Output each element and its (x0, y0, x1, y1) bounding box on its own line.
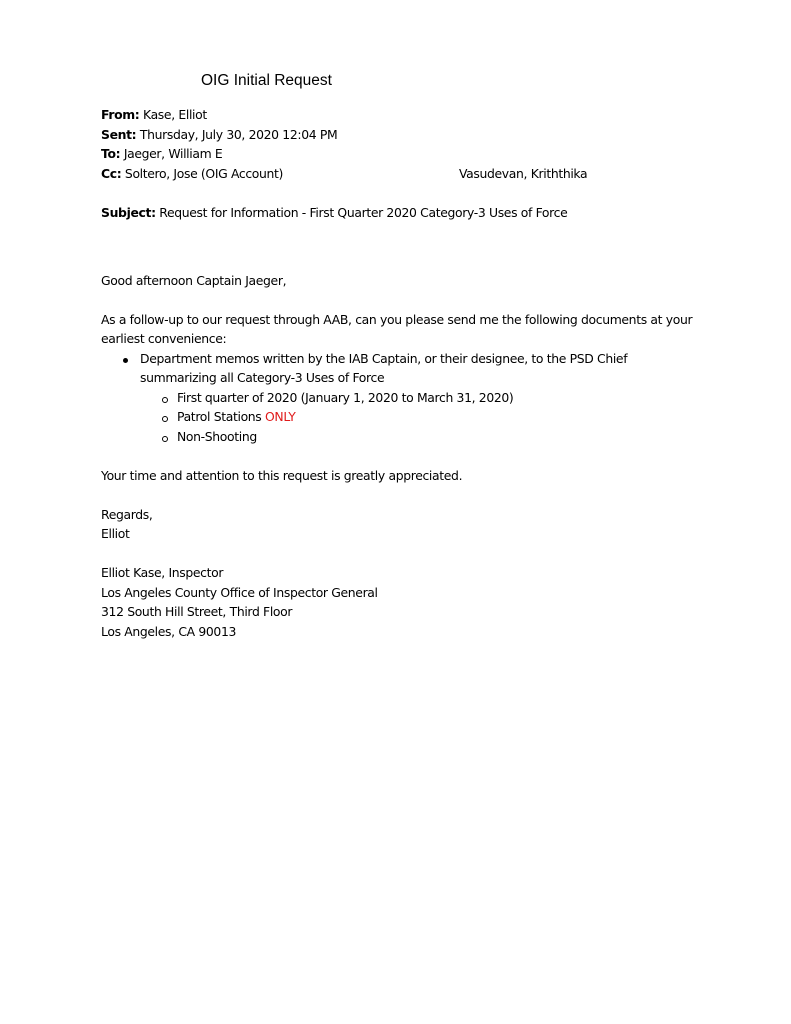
bullet-1-line-1: Department memos written by the IAB Captain, or their designee, to the PSD Chief (140, 351, 628, 366)
cc-value-secondary: Vasudevan, Kriththika (459, 166, 588, 181)
sign-name: Elliot (101, 526, 130, 541)
sent-value: Thursday, July 30, 2020 12:04 PM (136, 127, 338, 142)
signature-organization: Los Angeles County Office of Inspector General (101, 585, 378, 600)
from-line (101, 107, 207, 123)
sub-bullet-circle-icon (162, 397, 168, 403)
cc-line (101, 166, 283, 182)
signature-address-line-1: 312 South Hill Street, Third Floor (101, 604, 293, 619)
from-label: From: (101, 107, 140, 122)
from-value: Kase, Elliot (139, 107, 207, 122)
sub-bullet-3: Non-Shooting (177, 429, 257, 444)
intro-line-1: As a follow-up to our request through AAB, can you please send me the following documents at your (101, 312, 693, 327)
greeting: Good afternoon Captain Jaeger, (101, 273, 287, 288)
subject-line (101, 205, 567, 221)
document-title: OIG Initial Request (201, 72, 332, 89)
sent-line (101, 127, 337, 143)
to-label: To: (101, 146, 121, 161)
to-value: Jaeger, William E (120, 146, 223, 161)
cc-label: Cc: (101, 166, 122, 181)
only-emphasis: ONLY (265, 409, 296, 424)
sub-bullet-2 (177, 409, 295, 425)
signature-address-line-2: Los Angeles, CA 90013 (101, 624, 237, 639)
regards: Regards, (101, 507, 153, 522)
cc-value-primary: Soltero, Jose (OIG Account) (121, 166, 284, 181)
to-line (101, 146, 222, 162)
sub-bullet-2-text: Patrol Stations (177, 409, 265, 424)
sub-bullet-circle-icon (162, 436, 168, 442)
signature-name-title: Elliot Kase, Inspector (101, 565, 224, 580)
sub-bullet-circle-icon (162, 416, 168, 422)
subject-label: Subject: (101, 205, 156, 220)
bullet-disc-icon (123, 358, 128, 363)
intro-line-2: earliest convenience: (101, 331, 227, 346)
closing-line: Your time and attention to this request is greatly appreciated. (101, 468, 463, 483)
subject-value: Request for Information - First Quarter 2020 Category-3 Uses of Force (155, 205, 568, 220)
sub-bullet-1: First quarter of 2020 (January 1, 2020 to March 31, 2020) (177, 390, 514, 405)
bullet-1-line-2: summarizing all Category-3 Uses of Force (140, 370, 385, 385)
sent-label: Sent: (101, 127, 137, 142)
